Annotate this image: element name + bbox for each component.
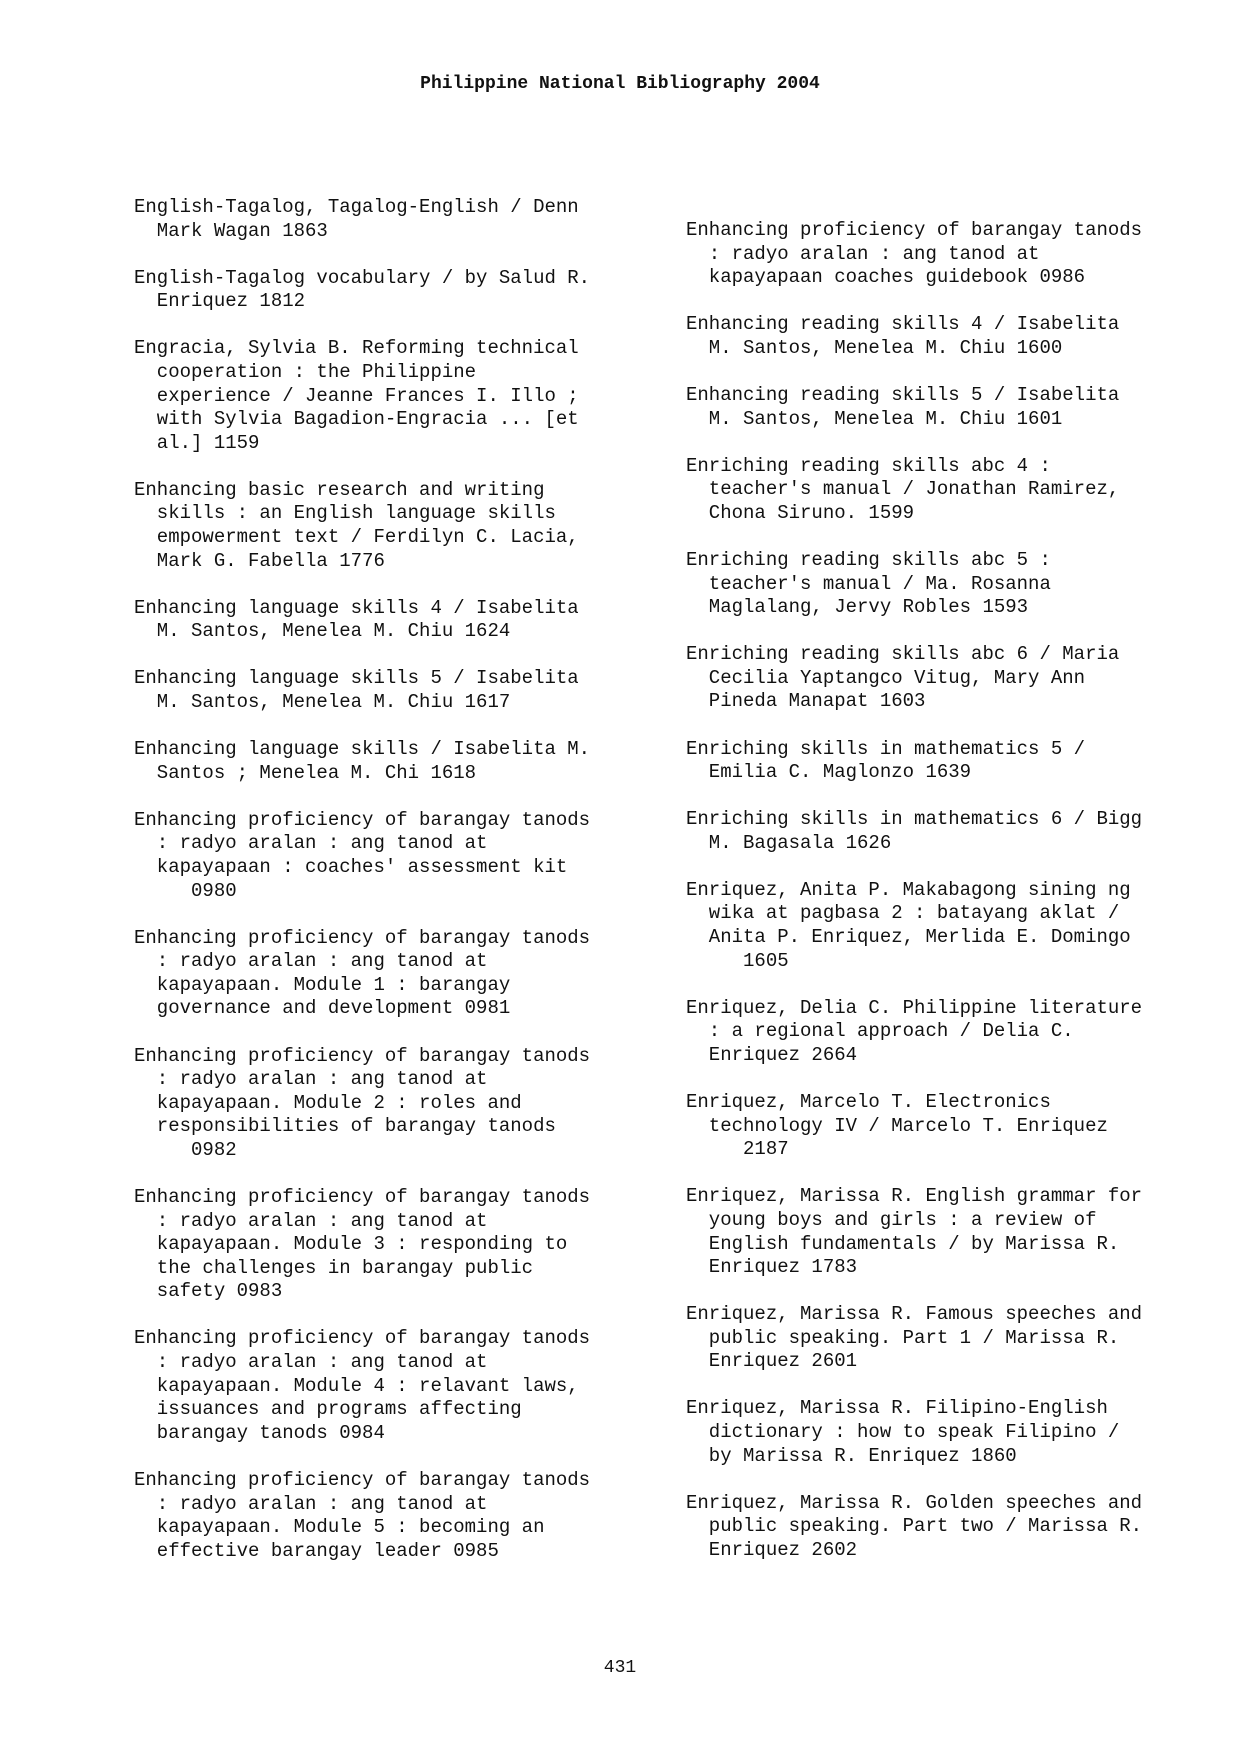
bibliography-entry: Enhancing proficiency of barangay tanods : radyo aralan : ang tanod at kapayapaan. Module 1 : barangay governance and development 0981 xyxy=(134,926,591,1020)
page-title: Philippine National Bibliography 2004 xyxy=(420,74,820,94)
bibliography-entry: Enriching reading skills abc 5 : teacher's manual / Ma. Rosanna Maglalang, Jervy Robles 1593 xyxy=(686,548,1051,619)
bibliography-entry: Enhancing language skills 4 / Isabelita M. Santos, Menelea M. Chiu 1624 xyxy=(134,596,579,643)
bibliography-entry: Enhancing proficiency of barangay tanods : radyo aralan : ang tanod at kapayapaan. Module 3 : responding to the challenges in barangay public safety 0983 xyxy=(134,1186,591,1303)
bibliography-entry: Enriquez, Anita P. Makabagong sining ng wika at pagbasa 2 : batayang aklat / Anita P. Enriquez, Merlida E. Domingo 1605 xyxy=(686,878,1131,972)
bibliography-entry: Enriquez, Marissa R. Filipino-English dictionary : how to speak Filipino / by Marissa R. Enriquez 1860 xyxy=(686,1397,1120,1467)
bibliography-entry: Engracia, Sylvia B. Reforming technical cooperation : the Philippine experience / Jeanne Frances I. Illo ; with Sylvia Bagadion-Engracia ... [et al.] 1159 xyxy=(134,337,579,454)
bibliography-entry: Enriquez, Marissa R. English grammar for young boys and girls : a review of English fundamentals / by Marissa R. Enriquez 1783 xyxy=(686,1185,1143,1279)
bibliography-entry: Enriquez, Marissa R. Golden speeches and public speaking. Part two / Marissa R. Enriquez 2602 xyxy=(686,1491,1143,1561)
bibliography-entry: Enriching reading skills abc 4 : teacher's manual / Jonathan Ramirez, Chona Siruno. 1599 xyxy=(686,454,1120,524)
bibliography-entry: Enriching skills in mathematics 5 / Emilia C. Maglonzo 1639 xyxy=(686,737,1086,784)
bibliography-entry: Enriquez, Delia C. Philippine literature : a regional approach / Delia C. Enriquez 2664 xyxy=(686,996,1143,1066)
bibliography-entry: Enriquez, Marissa R. Famous speeches and public speaking. Part 1 / Marissa R. Enriquez 2601 xyxy=(686,1303,1143,1373)
bibliography-entry: Enhancing proficiency of barangay tanods : radyo aralan : ang tanod at kapayapaan. Module 2 : roles and responsibilities of barangay tanods 0982 xyxy=(134,1044,591,1161)
bibliography-entry: Enriching skills in mathematics 6 / Bigg M. Bagasala 1626 xyxy=(686,808,1143,854)
right-column xyxy=(686,219,1216,1586)
bibliography-entry: Enhancing basic research and writing skills : an English language skills empowerment text / Ferdilyn C. Lacia, Mark G. Fabella 1776 xyxy=(134,478,579,572)
bibliography-entry: English-Tagalog, Tagalog-English / Denn Mark Wagan 1863 xyxy=(134,196,579,242)
bibliography-entry: Enhancing proficiency of barangay tanods : radyo aralan : ang tanod at kapayapaan : coaches' assessment kit 0980 xyxy=(134,808,591,902)
bibliography-entry: Enhancing proficiency of barangay tanods : radyo aralan : ang tanod at kapayapaan coaches guidebook 0986 xyxy=(686,219,1143,289)
bibliography-entry: Enhancing reading skills 5 / Isabelita M. Santos, Menelea M. Chiu 1601 xyxy=(686,383,1120,430)
bibliography-entry: Enhancing proficiency of barangay tanods : radyo aralan : ang tanod at kapayapaan. Module 5 : becoming an effective barangay leader 0985 xyxy=(134,1468,591,1562)
bibliography-entry: Enriquez, Marcelo T. Electronics technology IV / Marcelo T. Enriquez 2187 xyxy=(686,1091,1108,1161)
bibliography-entry: Enriching reading skills abc 6 / Maria Cecilia Yaptangco Vitug, Mary Ann Pineda Manapat 1603 xyxy=(686,643,1120,713)
page-number: 431 xyxy=(603,1658,637,1678)
left-column xyxy=(134,196,664,1587)
bibliography-entry: Enhancing proficiency of barangay tanods : radyo aralan : ang tanod at kapayapaan. Module 4 : relavant laws, issuances and programs affecting barangay tanods 0984 xyxy=(134,1327,591,1444)
bibliography-entry: Enhancing language skills / Isabelita M. Santos ; Menelea M. Chi 1618 xyxy=(134,738,591,784)
bibliography-entry: Enhancing language skills 5 / Isabelita M. Santos, Menelea M. Chiu 1617 xyxy=(134,667,579,713)
bibliography-entry: Enhancing reading skills 4 / Isabelita M. Santos, Menelea M. Chiu 1600 xyxy=(686,313,1120,359)
bibliography-entry: English-Tagalog vocabulary / by Salud R. Enriquez 1812 xyxy=(134,266,591,313)
